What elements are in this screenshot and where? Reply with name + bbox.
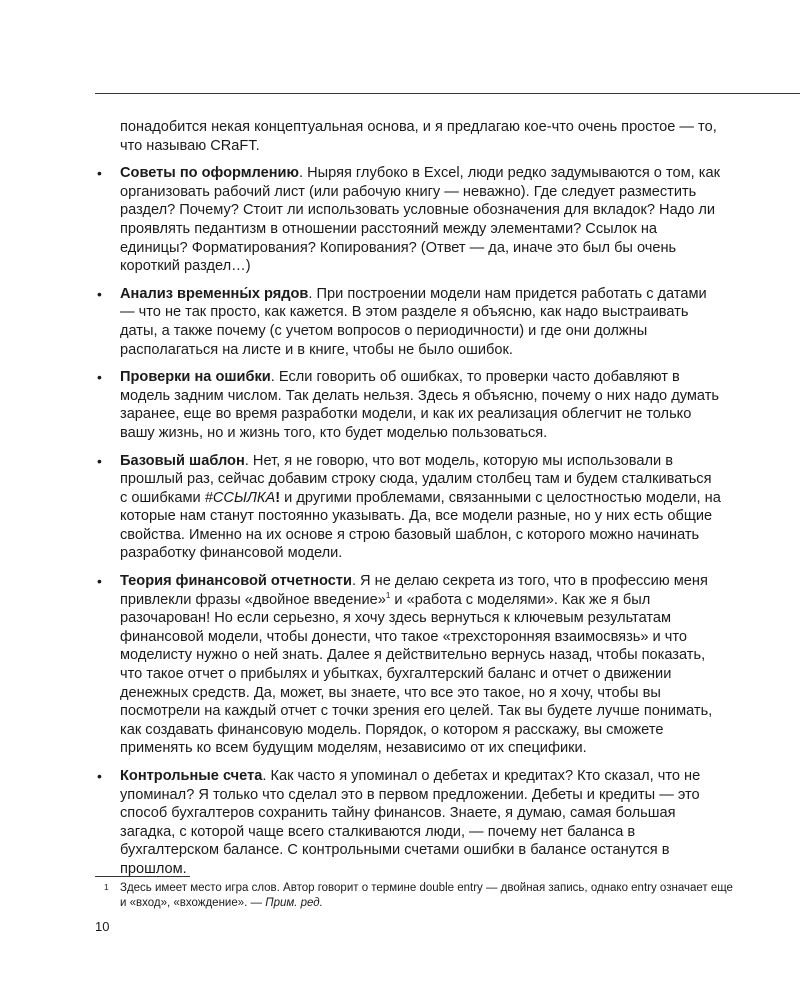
ref-error-mark: !	[275, 489, 281, 506]
item-text: . Я не делаю секрета из того, что в профессию меня привлекли фразы «двойное введение»	[120, 573, 708, 608]
item-term: Базовый шаблон	[120, 452, 245, 469]
item-text: . Нет, я не говорю, что вот модель, которую мы использовали в прошлый раз, сейчас добавим строку сюда, удалим столбец там и будем сталкиваться с ошибками	[120, 452, 712, 506]
bullet-icon: •	[97, 573, 102, 590]
footnote	[95, 881, 735, 911]
list-item-control-accounts	[94, 767, 722, 879]
item-term: Анализ временны́х рядов	[120, 285, 309, 302]
item-text: . Если говорить об ошибках, то проверки часто добавляют в модель задним числом. Так делать нельзя. Здесь я объясню, почему о них надо думать заранее, еще во время разработки модели, и как их реализация облегчит не только вашу жизнь, но и жизнь того, кто будет моделью пользоваться.	[120, 369, 719, 441]
bullet-icon: •	[97, 768, 102, 784]
footnote-ref[interactable]: 1	[385, 590, 391, 600]
ref-error-text: #ССЫЛКА	[204, 489, 276, 506]
item-term: Советы по оформлению	[120, 165, 299, 182]
body-text	[94, 118, 722, 879]
list-item-design-tips	[94, 164, 722, 276]
list-item-financial-theory	[94, 572, 722, 758]
list-item-error-checks	[94, 368, 722, 442]
item-text: и «работа с моделями». Как же я был разочарован! Но если серьезно, я хочу здесь вернуться к ключевым результатам финансовой модели, чтобы донести, что такое «трехсторонняя взаимосвязь» и что моделисту нужно о ней знать. Далее я действительно вернусь назад, чтобы показать, что такое отчет о прибылях и убытках, бухгалтерский баланс и отчет о движении денежных средств. Да, может, вы знаете, что все это такое, но я хочу, чтобы вы посмотрели на каждый отчет с точки зрения его целей. Так вы будете лучше понимать, как создавать финансовую модель. Порядок, о котором я расскажу, вы сможете применять ко всем будущим моделям, независимо от их специфики.	[120, 591, 713, 757]
footnote-number: 1	[104, 882, 109, 892]
intro-paragraph: понадобится некая концептуальная основа, и я предлагаю кое-что очень простое — то, что называю CRaFT.	[120, 119, 717, 154]
footnote-text	[120, 881, 735, 911]
item-text: . Ныряя глубоко в Excel, люди редко задумываются о том, как организовать рабочий лист (или рабочую книгу — неважно). Где следует разместить раздел? Почему? Стоит ли использовать условные обозначения для вкладок? Надо ли проявлять педантизм в отношении расстояний между элементами? Ссылок на единицы? Форматирования? Копирования? (Ответ — да, иначе это был бы очень короткий раздел…)	[120, 165, 720, 275]
footnote-rule	[95, 876, 190, 877]
list-item-base-template	[94, 452, 722, 564]
footnote-editor-note: Прим. ред.	[265, 897, 323, 909]
bullet-icon: •	[97, 165, 102, 182]
header-rule	[95, 93, 800, 94]
item-text: и другими проблемами, связанными с целостностью модели, на которые нам станут постоянно указывать. Да, все модели разные, но у них есть общие свойства. Именно на их основе я строю базовый шаблон, с которого можно начинать разработку финансовой модели.	[120, 489, 721, 562]
item-term: Теория финансовой отчетности	[120, 573, 352, 590]
bullet-icon: •	[97, 285, 102, 302]
item-text: . Как часто я упоминал о дебетах и кредитах? Кто сказал, что не упоминал? Я только что сделал это в первом предложении. Дебеты и кредиты — это способ бухгалтеров сохранить тайну финансов. Знаете, я думаю, самая большая загадка, с которой чаще всего сталкиваются люди, — почему нет баланса в бухгалтерском балансе. С контрольными счетами ошибки в балансе останутся в прошлом.	[120, 768, 701, 877]
bullet-icon: •	[97, 452, 102, 469]
list-item-time-series	[94, 285, 722, 359]
bullet-icon: •	[97, 369, 102, 386]
footnote-body: Здесь имеет место игра слов. Автор говорит о термине double entry — двойная запись, однако entry означает еще и «вход», «вхождение». —	[120, 882, 733, 909]
item-text: . При построении модели нам придется работать с датами — что не так просто, как кажется. В этом разделе я объясню, как надо выстраивать даты, а также почему (с учетом вопросов о периодичности) и где они должны располагаться на листе и в книге, чтобы не было ошибок.	[120, 285, 707, 358]
item-term: Контрольные счета	[120, 768, 263, 784]
page-number: 10	[95, 919, 110, 934]
item-term: Проверки на ошибки	[120, 369, 271, 386]
bullet-list	[94, 164, 722, 878]
